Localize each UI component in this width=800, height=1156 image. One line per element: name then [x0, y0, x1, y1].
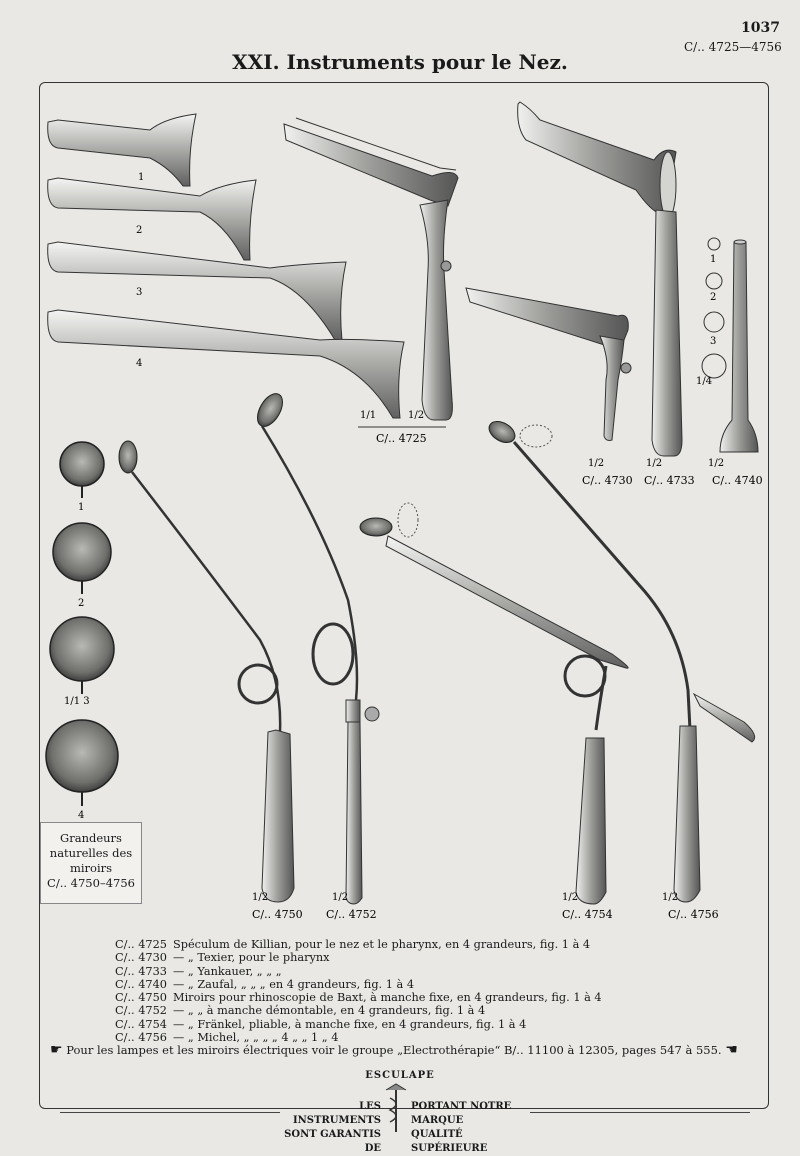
catalog-label-4725: C/.. 4725: [376, 432, 427, 445]
catalog-legend: [115, 938, 602, 1044]
mirror-size-2: 2: [78, 598, 85, 609]
pointing-hand-icon: ☛: [50, 1042, 63, 1058]
scale-4730: 1/2: [588, 458, 605, 469]
pointing-hand-left-icon: ☚: [725, 1042, 738, 1058]
fig-number-2: 2: [136, 225, 143, 236]
page-title: XXI. Instruments pour le Nez.: [232, 50, 568, 74]
legend-code: C/.. 4733: [115, 964, 167, 978]
legend-code: C/.. 4752: [115, 1004, 167, 1018]
catalog-label-4733: C/.. 4733: [644, 474, 695, 487]
legend-code: C/.. 4750: [115, 991, 167, 1005]
footer-left-line-1: LES INSTRUMENTS: [292, 1101, 381, 1126]
catalog-label-4756: C/.. 4756: [668, 908, 719, 921]
legend-text: Spéculum de Killian, pour le nez et le pharynx, en 4 grandeurs, fig. 1 à 4: [173, 938, 591, 951]
speculum-4733-drawing: [518, 102, 682, 456]
mirror-4754-drawing: [360, 503, 628, 904]
catalog-label-4750: C/.. 4750: [252, 908, 303, 921]
mirror-sizes: [46, 442, 118, 806]
tube-size-3: 3: [710, 336, 717, 347]
legend-text: — „ Texier, pour le pharynx: [173, 951, 330, 965]
legend-text: — „ Michel, „ „ „ „ 4 „ „ 1 „ 4: [173, 1031, 339, 1045]
legend-row: [115, 1004, 602, 1017]
fig-number-4: 4: [136, 358, 143, 369]
legend-text: — „ „ à manche démontable, en 4 grandeurs, fig. 1 à 4: [173, 1004, 486, 1018]
legend-code: C/.. 4754: [115, 1017, 167, 1031]
mirror-size-1: 1: [78, 502, 85, 513]
note-text: Pour les lampes et les miroirs électriques voir le groupe „Electrothérapie“ B/.. 11100 à 12305, pages 547 à 555.: [66, 1043, 722, 1057]
killian-speculum-4: [48, 310, 404, 418]
legend-code: C/.. 4725: [115, 938, 167, 951]
scale-4754: 1/2: [562, 892, 579, 903]
electrotherapy-note: [50, 1042, 750, 1058]
footer-right-line-1: PORTANT NOTRE MARQUE: [411, 1101, 512, 1126]
legend-text: Miroirs pour rhinoscopie de Baxt, à manche fixe, en 4 grandeurs, fig. 1 à 4: [173, 991, 602, 1005]
catalog-label-4752: C/.. 4752: [326, 908, 377, 921]
catalog-range: C/.. 4725—4756: [684, 40, 782, 54]
legend-text: — „ Zaufal, „ „ „ en 4 grandeurs, fig. 1 à 4: [173, 977, 415, 991]
natural-size-note: [40, 822, 142, 904]
killian-speculum-1: [48, 114, 196, 186]
catalog-label-4740: C/.. 4740: [712, 474, 763, 487]
page-number: 1037: [741, 20, 780, 36]
natural-size-line-4: C/.. 4750–4756: [47, 876, 135, 890]
scale-4750: 1/2: [252, 892, 269, 903]
footer-rule-right: [530, 1112, 750, 1113]
tube-size-2: 2: [710, 292, 717, 303]
scale-4725-a: 1/1: [360, 410, 377, 421]
legend-row: [115, 951, 602, 964]
caduceus-icon: [382, 1082, 410, 1134]
footer-left-line-2: SONT GARANTIS DE: [284, 1129, 381, 1154]
scale-4740: 1/2: [708, 458, 725, 469]
scale-4725-b: 1/2: [408, 410, 425, 421]
footer-right-line-2: QUALITÉ SUPÉRIEURE: [411, 1129, 488, 1154]
brand-name: ESCULAPE: [365, 1070, 435, 1081]
speculum-4730-drawing: [466, 288, 631, 441]
tube-size-1: 1: [710, 254, 717, 265]
legend-row: [115, 1018, 602, 1031]
legend-row: [115, 965, 602, 978]
fig-number-1: 1: [138, 172, 145, 183]
legend-code: C/.. 4730: [115, 951, 167, 965]
legend-text: — „ Fränkel, pliable, à manche fixe, en 4 grandeurs, fig. 1 à 4: [173, 1017, 527, 1031]
tube-size-4: 1/4: [696, 376, 713, 387]
legend-code: C/.. 4756: [115, 1031, 167, 1045]
scale-4733: 1/2: [646, 458, 663, 469]
scale-4756: 1/2: [662, 892, 679, 903]
legend-text: — „ Yankauer, „ „ „: [173, 964, 282, 978]
legend-row: [115, 978, 602, 991]
footer-rule-left: [60, 1112, 280, 1113]
mirror-size-3: 1/1 3: [64, 696, 90, 707]
natural-size-line-3: miroirs: [69, 861, 113, 875]
natural-size-line-2: naturelles des: [49, 846, 133, 860]
legend-row: [115, 938, 602, 951]
mirror-4750-drawing: [119, 441, 294, 902]
catalog-label-4730: C/.. 4730: [582, 474, 633, 487]
legend-code: C/.. 4740: [115, 977, 167, 991]
natural-size-line-1: Grandeurs: [60, 831, 122, 845]
fig-number-3: 3: [136, 287, 143, 298]
legend-row: [115, 991, 602, 1004]
catalog-label-4754: C/.. 4754: [562, 908, 613, 921]
mirror-size-4: 4: [78, 810, 85, 821]
scale-4752: 1/2: [332, 892, 349, 903]
